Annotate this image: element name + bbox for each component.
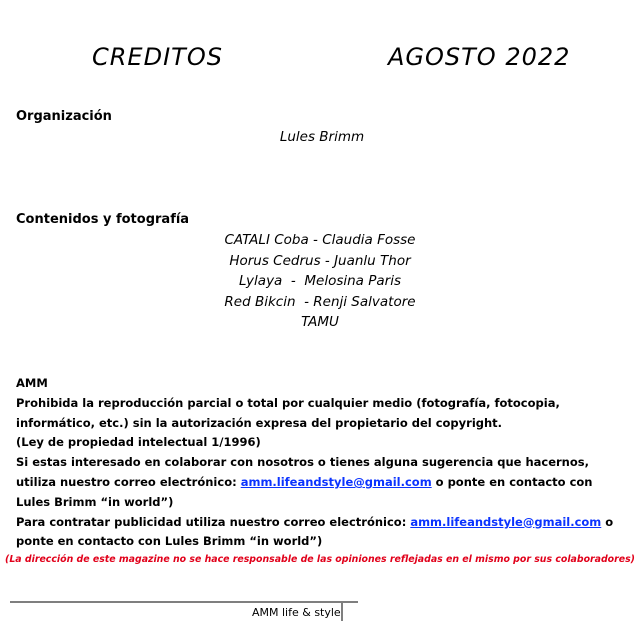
collaboration-email-link[interactable]: amm.lifeandstyle@gmail.com <box>240 474 432 489</box>
law-reference: (Ley de propiedad intelectual 1/1996) <box>16 435 261 450</box>
editorial-disclaimer: (La dirección de este magazine no se hace responsable de las opiniones reflejadas en el mismo por sus colaboradores) <box>5 554 635 565</box>
footer-label: AMM life & style <box>252 606 341 619</box>
content-heading: Contenidos y fotografía <box>16 212 190 227</box>
organization-names <box>2 127 640 148</box>
content-name: Red Bikcin - Renji Salvatore <box>224 293 416 310</box>
issue-date: AGOSTO 2022 <box>388 43 571 71</box>
page-header <box>0 40 640 76</box>
content-name: CATALI Coba - Claudia Fosse <box>224 232 416 248</box>
page-footer <box>0 601 640 623</box>
collaboration-notice <box>16 453 626 512</box>
footer-separator <box>341 601 343 621</box>
legal-notice <box>16 374 626 552</box>
advertising-text: Para contratar publicidad utiliza nuestro correo electrónico: <box>16 514 411 529</box>
legal-title: AMM <box>16 376 48 390</box>
collaboration-text: Si estas interesado en colaborar con nosotros o tienes alguna sugerencia que hacernos, utiliza nuestro correo electrónico: <box>16 455 589 489</box>
content-names <box>0 230 640 333</box>
organization-name: Lules Brimm <box>279 129 365 145</box>
organization-heading: Organización <box>16 109 112 124</box>
content-name: Horus Cedrus - Juanlu Thor <box>229 252 411 269</box>
collaboration-contact-text: o ponte en contacto con Lules Brimm “in world”) <box>16 474 593 509</box>
copyright-notice: Prohibida la reproducción parcial o total por cualquier medio (fotografía, fotocopia, informático, etc.) sin la autorización expresa del propietario del copyright. <box>16 395 560 430</box>
advertising-contact-text: o ponte en contacto con Lules Brimm “in world”) <box>16 514 614 549</box>
advertising-email-link[interactable]: amm.lifeandstyle@gmail.com <box>410 514 602 529</box>
content-name: TAMU <box>301 314 339 330</box>
advertising-notice <box>16 513 626 553</box>
page-title: CREDITOS <box>92 43 223 71</box>
content-name: Lylaya - Melosina Paris <box>239 273 401 289</box>
footer-rule <box>10 601 358 603</box>
